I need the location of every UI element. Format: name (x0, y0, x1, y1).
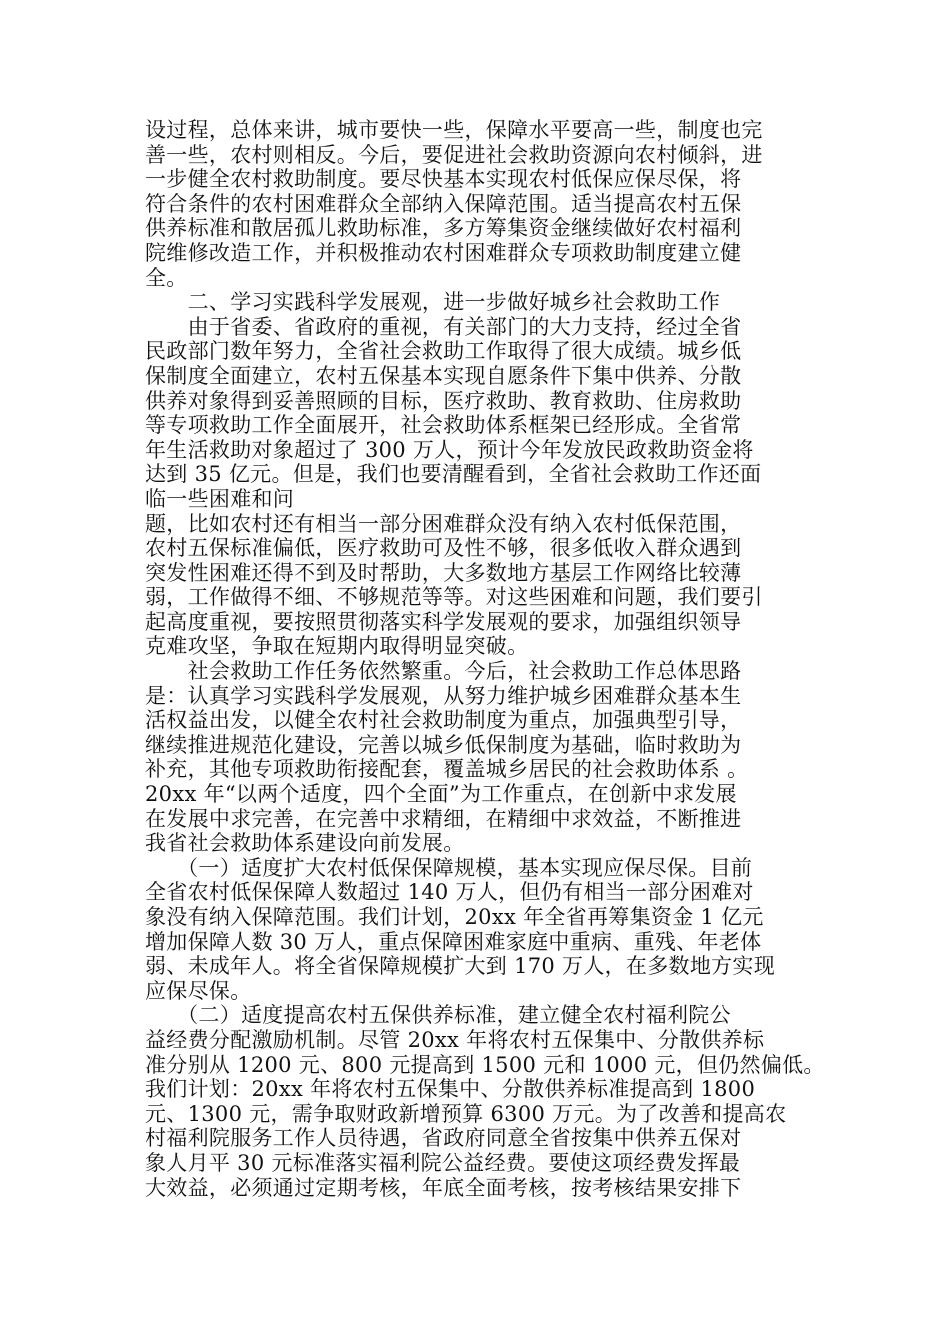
text-line: 克难攻坚，争取在短期内取得明显突破。 (145, 634, 529, 659)
text-line: 供养标准和散居孤儿救助标准，多方筹集资金继续做好农村福利 (145, 216, 742, 241)
text-line: 我们计划：20xx 年将农村五保集中、分散供养标准提高到 1800 (145, 1077, 756, 1102)
text-line: 供养对象得到妥善照顾的目标，医疗救助、教育救助、住房救助 (145, 388, 742, 413)
text-line: 社会救助工作任务依然繁重。今后，社会救助工作总体思路 (145, 659, 742, 684)
text-line: 我省社会救助体系建设向前发展。 (145, 831, 465, 856)
text-line: 题，比如农村还有相当一部分困难群众没有纳入农村低保范围， (145, 511, 742, 536)
text-line: 符合条件的农村困难群众全部纳入保障范围。适当提高农村五保 (145, 191, 742, 216)
text-line: 继续推进规范化建设，完善以城乡低保制度为基础，临时救助为 (145, 732, 742, 757)
text-line: 年生活救助对象超过了 300 万人，预计今年发放民政救助资金将 (145, 437, 754, 462)
text-line: 弱、未成年人。将全省保障规模扩大到 170 万人，在多数地方实现 (145, 954, 776, 979)
text-line: 院维修改造工作，并积极推动农村困难群众专项救助制度建立健 (145, 240, 742, 265)
text-line: 活权益出发，以健全农村社会救助制度为重点，加强典型引导， (145, 708, 742, 733)
text-line: 保制度全面建立，农村五保基本实现自愿条件下集中供养、分散 (145, 363, 742, 388)
text-line: 应保尽保。 (145, 978, 252, 1003)
text-line: 象没有纳入保障范围。我们计划，20xx 年全省再筹集资金 1 亿元 (145, 905, 764, 929)
text-line: 益经费分配激励机制。尽管 20xx 年将农村五保集中、分散供养标 (145, 1027, 765, 1052)
text-line: 由于省委、省政府的重视，有关部门的大力支持，经过全省 (145, 314, 742, 339)
text-line: 准分别从 1200 元、800 元提高到 1500 元和 1000 元，但仍然偏低。 (145, 1052, 825, 1077)
text-line: 全。 (145, 265, 188, 290)
text-line: 全省农村低保保障人数超过 140 万人，但仍有相当一部分困难对 (145, 880, 754, 905)
text-line: 补充，其他专项救助衔接配套，覆盖城乡居民的社会救助体系 。 (145, 757, 749, 782)
text-line: 等专项救助工作全面展开，社会救助体系框架已经形成。全省常 (145, 413, 742, 438)
text-line: 增加保障人数 30 万人，重点保障困难家庭中重病、重残、年老体 (145, 929, 762, 954)
text-line: 20xx 年“以两个适度，四个全面”为工作重点，在创新中求发展 (145, 782, 737, 807)
text-line: 在发展中求完善，在完善中求精细，在精细中求效益，不断推进 (145, 806, 742, 831)
text-line: 民政部门数年努力，全省社会救助工作取得了很大成绩。城乡低 (145, 339, 742, 364)
text-line: 突发性困难还得不到及时帮助，大多数地方基层工作网络比较薄 (145, 560, 742, 585)
text-line: （一）适度扩大农村低保保障规模，基本实现应保尽保。目前 (145, 855, 753, 880)
document-page (145, 118, 825, 1200)
text-line: 弱，工作做得不细、不够规范等等。对这些困难和问题，我们要引 (145, 585, 763, 610)
text-line: 设过程，总体来讲，城市要快一些，保障水平要高一些，制度也完 (145, 118, 763, 142)
section-heading: 二、学习实践科学发展观，进一步做好城乡社会救助工作 (145, 290, 721, 315)
text-line: 临一些困难和问 (145, 486, 295, 511)
text-line: （二）适度提高农村五保供养标准，建立健全农村福利院公 (145, 1003, 731, 1028)
text-line: 大效益，必须通过定期考核，年底全面考核，按考核结果安排下 (145, 1175, 742, 1200)
text-line: 农村五保标准偏低，医疗救助可及性不够，很多低收入群众遇到 (145, 536, 742, 561)
text-line: 起高度重视，要按照贯彻落实科学发展观的要求，加强组织领导 (145, 609, 742, 634)
text-line: 象人月平 30 元标准落实福利院公益经费。要使这项经费发挥最 (145, 1150, 741, 1175)
text-line: 村福利院服务工作人员待遇，省政府同意全省按集中供养五保对 (145, 1126, 742, 1151)
text-line: 是：认真学习实践科学发展观，从努力维护城乡困难群众基本生 (145, 683, 742, 708)
text-line: 元、1300 元，需争取财政新增预算 6300 万元。为了改善和提高农 (145, 1101, 787, 1126)
text-line: 达到 35 亿元。但是，我们也要清醒看到，全省社会救助工作还面 (145, 462, 762, 487)
text-line: 一步健全农村救助制度。要尽快基本实现农村低保应保尽保，将 (145, 167, 742, 192)
text-line: 善一些，农村则相反。今后，要促进社会救助资源向农村倾斜，进 (145, 142, 763, 167)
